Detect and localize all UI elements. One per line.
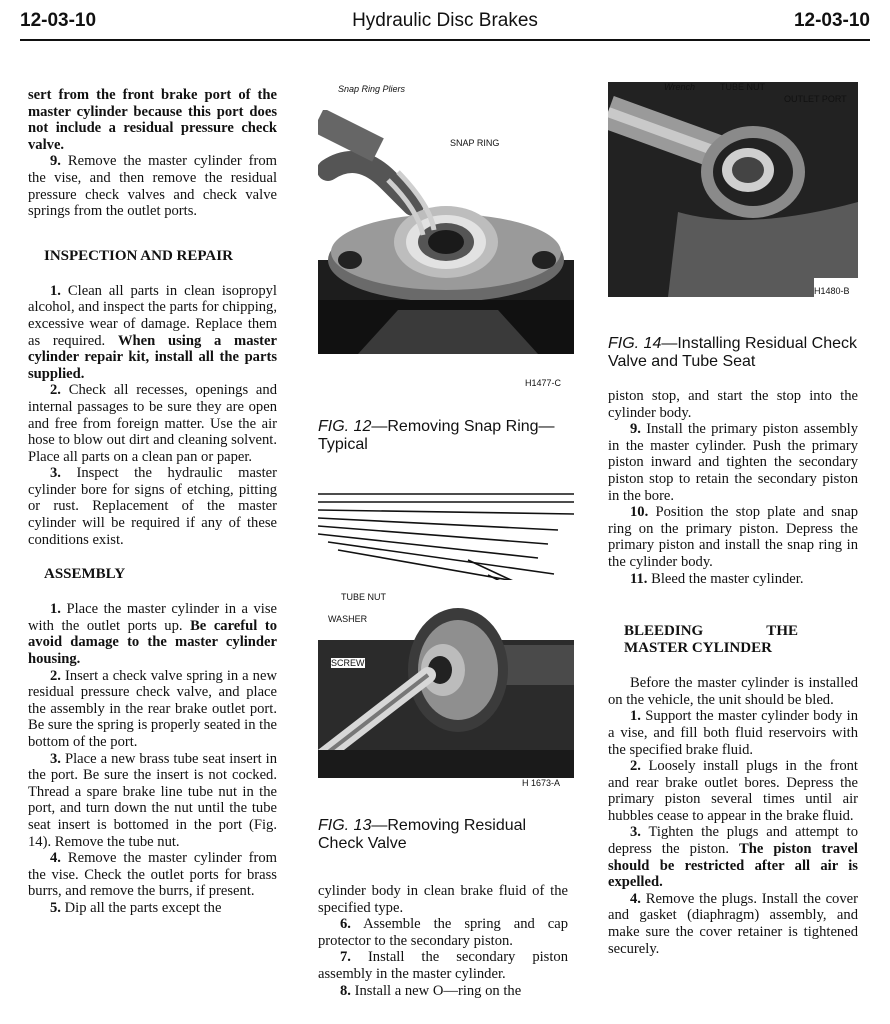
step-paragraph: 2. Insert a check valve spring in a new residual pressure check valve, and place the assembly in the rear brake outlet port. Be sure the spring is properly seated in the bottom of the port. — [28, 667, 277, 750]
step-paragraph: 4. Remove the master cylinder from the vise. Check the outlet ports for brass burrs, and remove the burrs, if present. — [28, 850, 277, 900]
step-paragraph: 1. Place the master cylinder in a vise with the outlet ports up. Be careful to avoid damage to the master cylinder housing. — [28, 601, 277, 668]
label-snap-ring-pliers: Snap Ring Pliers — [338, 84, 406, 94]
step-paragraph: 4. Remove the plugs. Install the cover and gasket (diaphragm) assembly, and make sure the cover retainer is tightened securely. — [608, 890, 858, 957]
figure-caption: FIG. 13—Removing Residual Check Valve — [318, 817, 527, 852]
step-paragraph: 2. Loosely install plugs in the front and rear brake outlet bores. Depress the primary piston several times until air hubbles cease to appear in the brake fluid. — [608, 758, 858, 824]
step-paragraph: 2. Check all recesses, openings and internal passages to be sure they are open and free from foreign matter. Use the air hose to blow out dirt and cleaning solvent. Place all parts on a clean pan or paper. — [28, 382, 277, 465]
step-paragraph: 3. Tighten the plugs and attempt to depress the piston. The piston travel should be restricted after all air is expelled. — [608, 824, 859, 891]
section-heading-inspection: INSPECTION AND REPAIR — [44, 247, 233, 264]
label-washer: WASHER — [328, 614, 368, 624]
step-paragraph: 10. Position the stop plate and snap ring on the primary piston. Depress the primary piston and install the snap ring in the cylinder body. — [608, 504, 858, 570]
label-tube-nut: TUBE NUT — [720, 82, 765, 92]
label-wrench: Wrench — [664, 82, 696, 92]
column-left — [28, 87, 277, 917]
label-snap-ring: SNAP RING — [450, 138, 500, 148]
step-paragraph: 9. Remove the master cylinder from the vise, and then remove the residual pressure check valves and check valve springs from the outlet ports. — [28, 153, 277, 220]
header-rule — [20, 39, 870, 41]
step-paragraph: 3. Place a new brass tube seat insert in the port. Be sure the insert is not cocked. Thread a spare brake line tube nut in the port, and turn down the nut until the tube seat insert is bottomed in the port (Fig. 14). Remove the tube nut. — [28, 750, 277, 850]
step-paragraph: 9. Install the primary piston assembly in the master cylinder. Push the primary piston inward and tighten the secondary piston stop to retain the secondary piston in the bore. — [608, 421, 858, 504]
figure-caption: FIG. 14—Installing Residual Check Valve and Tube Seat — [608, 335, 858, 370]
figure-code: H1477-C — [525, 378, 562, 388]
section-heading-assembly: ASSEMBLY — [44, 566, 126, 583]
label-outlet-port: OUTLET PORT — [784, 94, 847, 104]
step-paragraph: 5. Dip all the parts except the — [50, 899, 222, 916]
figure-code: H1480-B — [814, 286, 850, 296]
column-middle — [318, 883, 568, 999]
paragraph: piston stop, and start the stop into the cylinder body. — [608, 388, 858, 421]
step-paragraph: 1. Support the master cylinder body in a vise, and fill both fluid reservoirs with the specified brake fluid. — [608, 708, 858, 758]
step-paragraph: 6. Assemble the spring and cap protector to the secondary piston. — [318, 916, 568, 949]
label-tube-nut: TUBE NUT — [341, 592, 386, 602]
section-heading-bleeding: BLEEDING THE MASTER CYLINDER — [624, 623, 798, 657]
step-paragraph: 11. Bleed the master cylinder. — [630, 570, 804, 587]
figure-13-photo — [318, 490, 574, 778]
step-paragraph: 1. Clean all parts in clean isopropyl alcohol, and inspect the parts for chipping, excessive wear of damage. Replace them as required. When using a master cylinder repair kit, install all the parts supplied. — [28, 282, 277, 382]
figure-12-photo — [318, 110, 574, 354]
paragraph: cylinder body in clean brake fluid of the specified type. — [318, 883, 568, 916]
page-number-right: 12-03-10 — [793, 10, 870, 31]
step-paragraph: 3. Inspect the hydraulic master cylinder bore for signs of etching, pitting or rust. Replacement of the master cylinder will be required if any of these conditions exist. — [28, 465, 277, 548]
page-header — [20, 8, 870, 38]
label-screw: SCREW — [331, 658, 365, 668]
paragraph: sert from the front brake port of the master cylinder because this port does not include a residual pressure check valve. — [28, 87, 277, 153]
column-right — [608, 388, 858, 957]
page-number-left: 12-03-10 — [20, 10, 97, 31]
running-title: Hydraulic Disc Brakes — [352, 10, 538, 31]
step-paragraph: 8. Install a new O—ring on the — [340, 982, 522, 999]
step-paragraph: 7. Install the secondary piston assembly in the master cylinder. — [318, 949, 568, 982]
figure-code: H 1673-A — [522, 778, 561, 788]
paragraph: Before the master cylinder is installed on the vehicle, the unit should be bled. — [608, 675, 858, 708]
figure-caption: FIG. 12—Removing Snap Ring—Typical — [318, 418, 555, 453]
figure-14-photo — [608, 82, 858, 297]
